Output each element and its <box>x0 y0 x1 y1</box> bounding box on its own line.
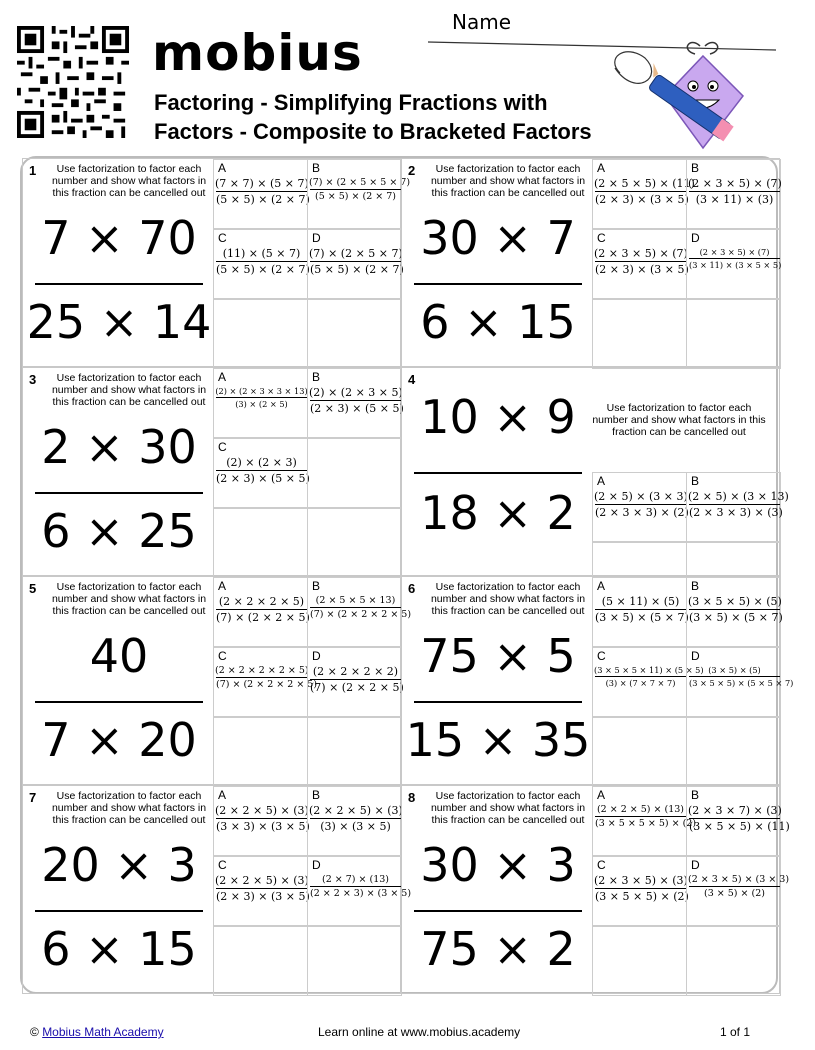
option-b[interactable] <box>307 159 411 229</box>
option-label: B <box>691 161 700 175</box>
fraction-denominator: 15 × 35 <box>405 713 591 767</box>
option-numerator: (2 × 3 × 7) × (3) <box>688 804 782 817</box>
option-empty <box>213 717 308 787</box>
option-denominator: (3 × 3) × (3 × 5) <box>216 820 310 833</box>
fraction-bar <box>35 910 203 912</box>
fraction-numerator: 30 × 3 <box>420 838 576 892</box>
option-label: D <box>691 231 700 245</box>
option-fraction <box>308 247 403 276</box>
fraction-numerator: 75 × 5 <box>420 629 576 683</box>
option-empty <box>592 299 687 369</box>
problem-3 <box>22 367 404 576</box>
option-denominator: (7) × (2 × 2 × 5) <box>310 681 404 694</box>
fraction-denominator: 6 × 15 <box>41 922 197 976</box>
option-fraction <box>308 874 412 899</box>
option-label: B <box>312 788 321 802</box>
option-fraction <box>214 247 309 276</box>
option-label: D <box>312 231 321 245</box>
option-b[interactable] <box>307 786 402 856</box>
option-label: A <box>218 161 227 175</box>
option-denominator: (5 × 5) × (2 × 7) <box>216 263 310 276</box>
option-fraction <box>308 177 411 202</box>
option-denominator: (3 × 5) × (5 × 7) <box>595 611 689 624</box>
copyright-symbol: © <box>30 1025 39 1039</box>
option-c[interactable] <box>592 647 704 717</box>
option-a[interactable] <box>592 472 687 542</box>
option-c[interactable] <box>213 229 308 299</box>
option-denominator: (2 × 3) × (3 × 5) <box>216 890 310 903</box>
option-denominator: (7) × (2 × 2 × 5) <box>216 611 310 624</box>
option-fraction <box>687 247 782 270</box>
option-denominator: (3 × 5 × 5 × 5) × (2) <box>595 818 697 829</box>
option-fraction <box>308 665 403 694</box>
option-denominator: (3 × 5 × 5) × (2) <box>595 890 689 903</box>
option-label: D <box>691 649 700 663</box>
fraction-bar <box>414 910 582 912</box>
option-a[interactable] <box>592 577 687 647</box>
option-b[interactable] <box>307 368 402 438</box>
option-b[interactable] <box>686 472 789 542</box>
footer-center: Learn online at www.mobius.academy <box>318 1025 521 1039</box>
problem-4 <box>401 367 789 576</box>
option-fraction <box>593 247 688 276</box>
problem-number: 2 <box>408 163 416 178</box>
option-denominator: (2 × 2 × 3) × (3 × 5) <box>310 888 412 899</box>
option-label: C <box>218 440 227 454</box>
fraction-numerator: 7 × 70 <box>41 211 197 265</box>
option-label: A <box>597 788 606 802</box>
option-denominator: (2 × 3) × (3 × 5) <box>595 263 689 276</box>
option-numerator: (2 × 2 × 5) × (3) <box>215 804 309 817</box>
option-numerator: (5 × 11) × (5) <box>601 595 680 608</box>
option-denominator: (3 × 5) × (2) <box>689 886 780 899</box>
option-empty <box>213 299 308 369</box>
option-label: B <box>691 579 700 593</box>
problem-number: 7 <box>29 790 37 805</box>
option-a[interactable] <box>213 159 308 229</box>
option-fraction <box>593 177 695 206</box>
option-empty <box>213 926 308 996</box>
instruction-text: Use factorization to factor each number and show what factors in this fraction can be cancelled out <box>430 790 586 826</box>
option-label: B <box>691 788 700 802</box>
option-numerator: (2 × 2 × 5) × (3) <box>215 874 309 887</box>
option-denominator: (2 × 3) × (5 × 5) <box>310 402 404 415</box>
option-denominator: (3 × 11) × (3 × 5 × 5) <box>689 260 782 270</box>
option-label: C <box>597 231 606 245</box>
option-fraction <box>593 490 688 519</box>
option-numerator: (2 × 2 × 2 × 2 × 5) <box>215 665 309 676</box>
option-fraction <box>308 804 403 833</box>
option-fraction <box>593 804 697 829</box>
option-fraction <box>593 665 704 688</box>
fraction-numerator: 40 <box>89 629 149 683</box>
fraction-denominator: 7 × 20 <box>41 713 197 767</box>
option-d[interactable] <box>307 856 412 926</box>
option-b[interactable] <box>307 577 412 647</box>
option-a[interactable] <box>592 159 695 229</box>
option-empty <box>213 508 308 578</box>
option-numerator: (7 × 7) × (5 × 7) <box>215 177 309 190</box>
problem-8 <box>401 785 790 994</box>
option-numerator: (3 × 5) × (5) <box>708 665 761 675</box>
option-numerator: (2 × 5 × 5 × 13) <box>315 595 396 606</box>
option-label: B <box>312 579 321 593</box>
fraction-bar <box>35 701 203 703</box>
instruction-text: Use factorization to factor each number and show what factors in this fraction can be cancelled out <box>430 163 586 199</box>
option-a[interactable] <box>592 786 697 856</box>
instruction-text: Use factorization to factor each number and show what factors in this fraction can be cancelled out <box>430 581 586 617</box>
fraction-denominator: 18 × 2 <box>420 486 576 540</box>
option-denominator: (2 × 3) × (3 × 5) <box>595 193 689 206</box>
option-denominator: (5 × 5) × (2 × 7) <box>216 193 310 206</box>
fraction-bar <box>35 492 203 494</box>
problem-number: 1 <box>29 163 37 178</box>
option-empty <box>307 926 402 996</box>
fraction-denominator: 6 × 15 <box>420 295 576 349</box>
footer-page-number: 1 of 1 <box>720 1025 751 1039</box>
problem-number: 4 <box>408 372 416 387</box>
instruction-text: Use factorization to factor each number and show what factors in this fraction can be cancelled out <box>51 372 207 408</box>
option-numerator: (2) × (2 × 3) <box>226 456 297 469</box>
option-numerator: (2) × (2 × 3 × 5) <box>309 386 403 399</box>
option-d[interactable] <box>307 647 402 717</box>
worksheet <box>20 156 794 994</box>
instruction-text: Use factorization to factor each number and show what factors in this fraction can be cancelled out <box>592 402 766 438</box>
option-numerator: (2 × 2 × 2 × 2) <box>312 665 399 678</box>
option-numerator: (7) × (2 × 5 × 5 × 7) <box>309 177 411 188</box>
option-denominator: (7) × (2 × 2 × 2 × 5) <box>310 609 412 620</box>
problem-number: 6 <box>408 581 416 596</box>
option-label: C <box>218 858 227 872</box>
option-d[interactable] <box>686 856 790 926</box>
option-label: A <box>597 579 606 593</box>
fraction-denominator: 75 × 2 <box>420 922 576 976</box>
instruction-text: Use factorization to factor each number and show what factors in this fraction can be cancelled out <box>51 581 207 617</box>
problem-2 <box>401 158 780 367</box>
option-denominator: (3 × 5 × 5) × (11) <box>689 820 790 833</box>
option-empty <box>592 717 687 787</box>
option-c[interactable] <box>213 856 308 926</box>
mobius-logo: mobius <box>152 24 363 82</box>
qr-code-icon <box>16 26 130 138</box>
problem-number: 3 <box>29 372 37 387</box>
fraction-bar <box>35 283 203 285</box>
option-denominator: (5 × 5) × (2 × 7) <box>310 189 401 202</box>
option-numerator: (2 × 2 × 2 × 5) <box>218 595 305 608</box>
option-denominator: (3) × (3 × 5) <box>310 818 401 833</box>
option-empty <box>307 438 402 508</box>
option-denominator: (7) × (2 × 2 × 2 × 5) <box>216 679 318 690</box>
option-label: B <box>312 370 321 384</box>
problem-1 <box>22 158 411 367</box>
option-numerator: (3 × 5 × 5) × (5) <box>688 595 782 608</box>
option-label: B <box>312 161 321 175</box>
problem-5 <box>22 576 412 785</box>
fraction-bar <box>414 701 582 703</box>
option-fraction <box>214 456 309 485</box>
option-numerator: (7) × (2 × 5 × 7) <box>309 247 403 260</box>
option-empty <box>592 542 687 577</box>
option-fraction <box>687 595 782 624</box>
option-numerator: (2 × 3 × 5) × (3) <box>594 874 688 887</box>
option-denominator: (3) × (2 × 5) <box>216 397 307 409</box>
option-d[interactable] <box>686 229 781 299</box>
option-fraction <box>687 804 790 833</box>
fraction-bar <box>414 472 582 474</box>
option-denominator: (3 × 5) × (5 × 7) <box>689 611 783 624</box>
option-numerator: (2 × 2 × 5) × (3) <box>309 804 403 817</box>
fraction-numerator: 30 × 7 <box>420 211 576 265</box>
fraction-numerator: 2 × 30 <box>41 420 197 474</box>
option-c[interactable] <box>592 229 687 299</box>
option-empty <box>686 717 781 787</box>
option-fraction <box>214 665 318 690</box>
option-label: B <box>691 474 700 488</box>
option-fraction <box>214 177 309 206</box>
mascot-pencil-icon <box>605 38 755 158</box>
option-numerator: (2 × 3 × 5) × (7) <box>699 247 770 257</box>
option-empty <box>307 717 402 787</box>
option-fraction <box>593 874 688 903</box>
option-label: A <box>597 161 606 175</box>
option-b[interactable] <box>686 786 790 856</box>
option-a[interactable] <box>213 368 308 438</box>
fraction-bar <box>414 283 582 285</box>
option-label: D <box>691 858 700 872</box>
option-label: C <box>218 649 227 663</box>
option-fraction <box>214 595 309 624</box>
option-empty <box>686 542 781 577</box>
option-denominator: (3) × (7 × 7 × 7) <box>595 676 686 688</box>
option-empty <box>307 299 402 369</box>
option-label: D <box>312 649 321 663</box>
option-numerator: (2 × 5) × (3 × 3) <box>594 490 688 503</box>
option-fraction <box>687 874 790 899</box>
option-label: A <box>597 474 606 488</box>
option-numerator: (3 × 5 × 5 × 11) × (5 × 5) <box>594 665 704 675</box>
option-numerator: (2 × 3 × 5) × (7) <box>688 177 782 190</box>
option-label: A <box>218 579 227 593</box>
option-fraction <box>687 665 794 688</box>
option-d[interactable] <box>686 647 794 717</box>
fraction-denominator: 25 × 14 <box>26 295 212 349</box>
problem-number: 5 <box>29 581 37 596</box>
problem-number: 8 <box>408 790 416 805</box>
option-label: A <box>218 788 227 802</box>
option-label: C <box>597 858 606 872</box>
problem-6 <box>401 576 794 785</box>
option-c[interactable] <box>592 856 687 926</box>
option-numerator: (2 × 5) × (3 × 13) <box>688 490 789 503</box>
option-numerator: (2) × (2 × 3 × 3 × 13) <box>215 386 308 396</box>
option-numerator: (2 × 3 × 5) × (3 × 3) <box>688 874 790 885</box>
option-numerator: (2 × 7) × (13) <box>321 874 389 885</box>
option-empty <box>686 299 781 369</box>
option-empty <box>686 926 781 996</box>
option-label: D <box>312 858 321 872</box>
fraction-numerator: 10 × 9 <box>420 390 576 444</box>
option-b[interactable] <box>686 159 781 229</box>
problem-7 <box>22 785 412 994</box>
footer-copyright <box>30 1025 164 1039</box>
fraction-numerator: 20 × 3 <box>41 838 197 892</box>
option-empty <box>592 926 687 996</box>
option-fraction <box>593 595 688 624</box>
option-a[interactable] <box>213 577 308 647</box>
option-fraction <box>687 490 789 519</box>
option-b[interactable] <box>686 577 781 647</box>
option-numerator: (2 × 5 × 5) × (11) <box>594 177 695 190</box>
option-a[interactable] <box>213 786 308 856</box>
option-label: C <box>218 231 227 245</box>
option-numerator: (2 × 2 × 5) × (13) <box>596 804 685 815</box>
option-fraction <box>687 177 782 206</box>
option-c[interactable] <box>213 438 308 508</box>
option-denominator: (2 × 3) × (5 × 5) <box>216 472 310 485</box>
option-fraction <box>214 386 309 409</box>
option-fraction <box>214 874 309 903</box>
name-label: Name <box>452 10 512 34</box>
option-fraction <box>214 804 309 833</box>
option-denominator: (2 × 3 × 3) × (3) <box>689 506 783 519</box>
option-denominator: (3 × 11) × (3) <box>689 191 780 206</box>
option-numerator: (11) × (5 × 7) <box>222 247 301 260</box>
fraction-denominator: 6 × 25 <box>41 504 197 558</box>
option-fraction <box>308 595 412 620</box>
page-title: Factoring - Simplifying Fractions with Factors - Composite to Bracketed Factors <box>154 90 592 144</box>
option-c[interactable] <box>213 647 318 717</box>
instruction-text: Use factorization to factor each number and show what factors in this fraction can be cancelled out <box>51 790 207 826</box>
option-d[interactable] <box>307 229 402 299</box>
option-empty <box>307 508 402 578</box>
option-fraction <box>308 386 403 415</box>
option-label: A <box>218 370 227 384</box>
option-denominator: (2 × 3 × 3) × (2) <box>595 506 689 519</box>
option-denominator: (3 × 5 × 5) × (5 × 5 × 7) <box>689 678 794 688</box>
option-numerator: (2 × 3 × 5) × (7) <box>594 247 688 260</box>
instruction-text: Use factorization to factor each number and show what factors in this fraction can be cancelled out <box>51 163 207 199</box>
mobius-academy-link[interactable]: Mobius Math Academy <box>42 1025 164 1039</box>
option-denominator: (5 × 5) × (2 × 7) <box>310 263 404 276</box>
option-label: C <box>597 649 606 663</box>
